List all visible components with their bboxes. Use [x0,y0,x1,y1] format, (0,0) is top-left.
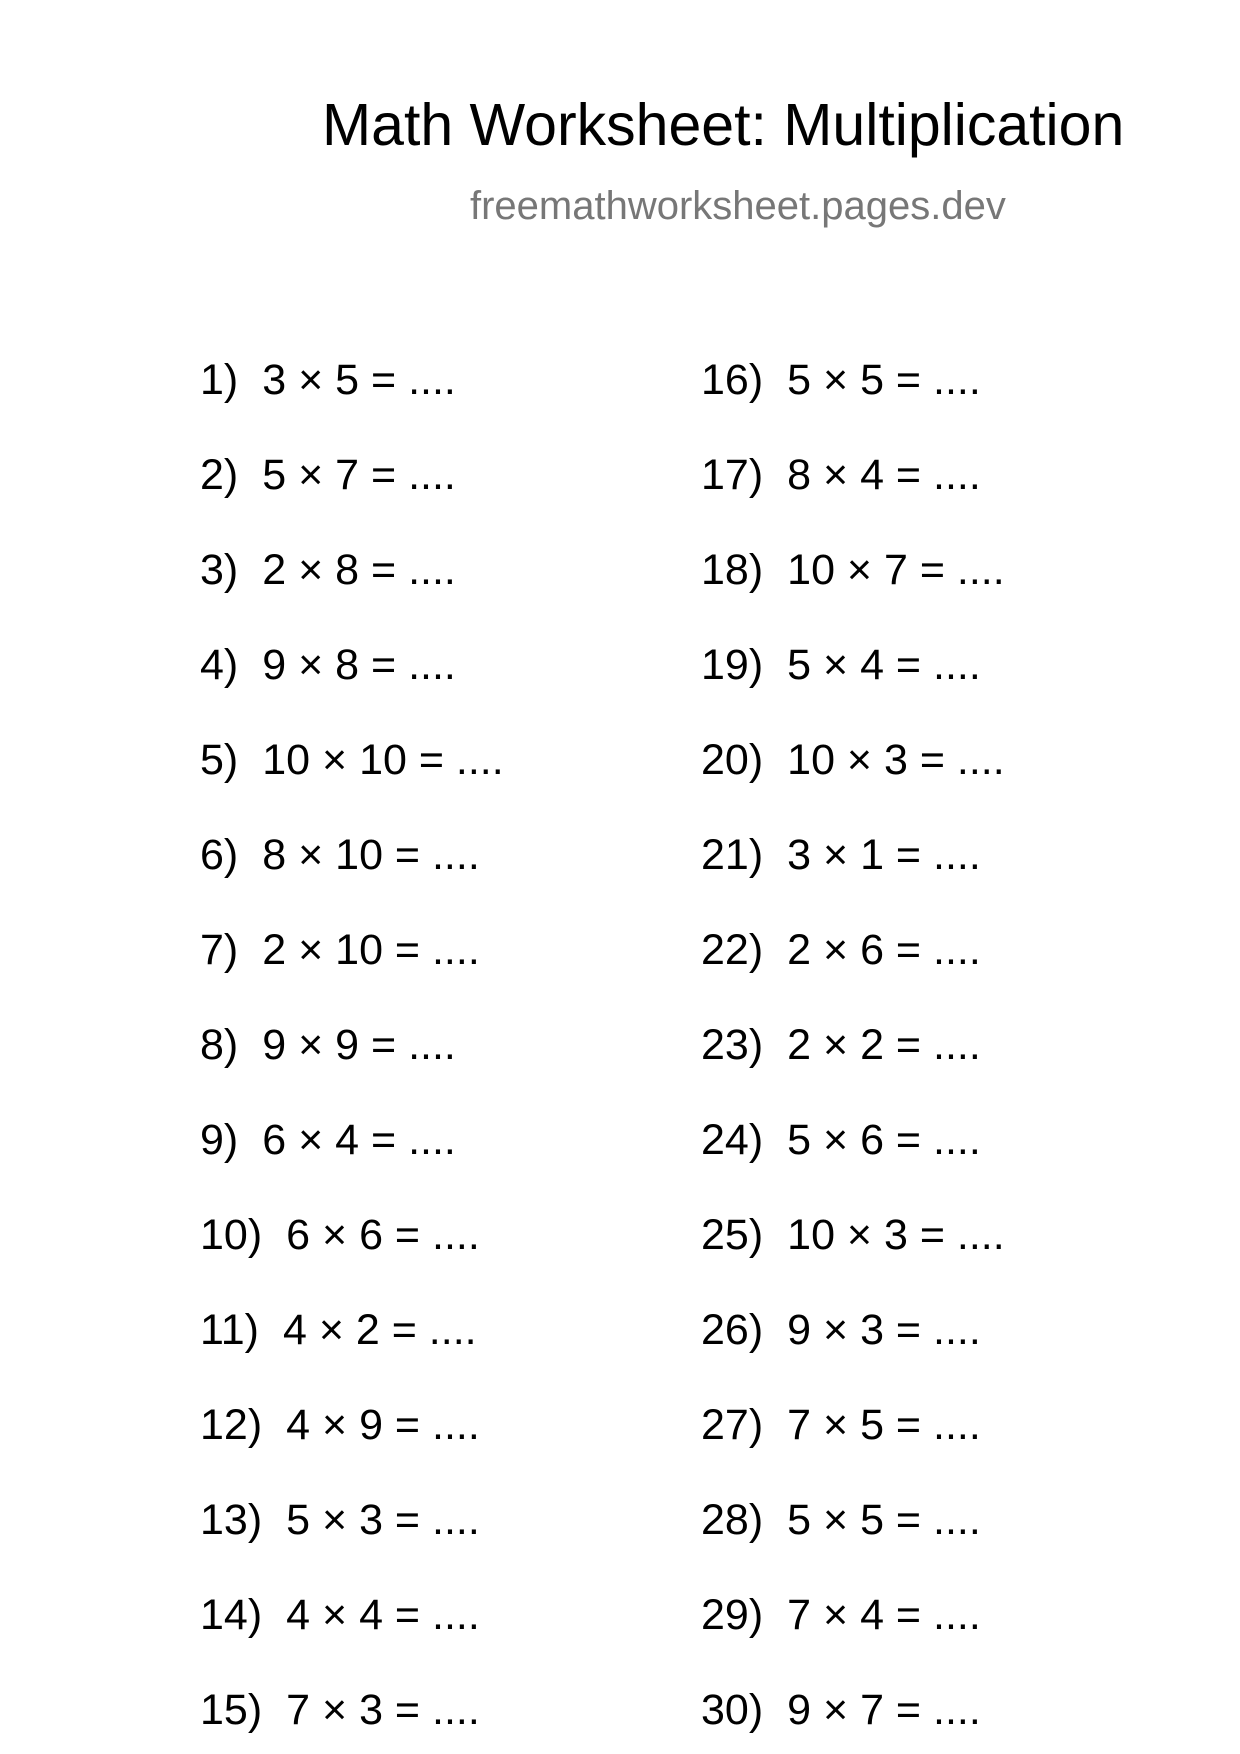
problem-expression: 2 × 10 = .... [262,926,480,974]
problem-expression: 8 × 10 = .... [262,831,480,879]
problem-expression: 5 × 3 = .... [286,1496,480,1544]
problem-expression: 9 × 7 = .... [787,1686,981,1734]
problem-expression: 2 × 2 = .... [787,1021,981,1069]
problem-number: 19) [701,641,764,689]
problem-expression: 10 × 7 = .... [787,546,1005,594]
problem-number: 4) [200,641,239,689]
problem-expression: 10 × 3 = .... [787,736,1005,784]
problem-item [200,445,456,505]
problem-number: 28) [701,1496,764,1544]
problem-number: 23) [701,1021,764,1069]
problem-number: 8) [200,1021,239,1069]
page-title: Math Worksheet: Multiplication [322,92,1125,158]
problem-item [200,1300,477,1360]
problem-item [200,730,504,790]
problem-expression: 7 × 5 = .... [787,1401,981,1449]
problem-item [701,920,981,980]
page-subtitle: freemathworksheet.pages.dev [470,184,1006,228]
problem-number: 20) [701,736,764,784]
problem-expression: 9 × 9 = .... [262,1021,456,1069]
problem-item [200,635,456,695]
problem-item [701,825,981,885]
problem-item [701,1680,981,1740]
problem-item [701,1015,981,1075]
problem-item [200,1490,480,1550]
problem-number: 1) [200,356,239,404]
problem-expression: 5 × 5 = .... [787,356,981,404]
problem-item [701,1300,981,1360]
problem-item [701,540,1005,600]
problem-item [701,445,981,505]
problem-item [701,1110,981,1170]
problem-expression: 6 × 4 = .... [262,1116,456,1164]
problem-number: 17) [701,451,764,499]
problem-expression: 5 × 4 = .... [787,641,981,689]
problem-item [200,1110,456,1170]
problem-number: 9) [200,1116,239,1164]
problem-item [200,540,456,600]
problem-expression: 7 × 3 = .... [286,1686,480,1734]
problem-number: 15) [200,1686,263,1734]
problem-item [701,1395,981,1455]
problem-item [701,1490,981,1550]
problem-number: 22) [701,926,764,974]
problem-expression: 9 × 8 = .... [262,641,456,689]
problem-number: 18) [701,546,764,594]
problem-expression: 5 × 6 = .... [787,1116,981,1164]
problem-item [200,1680,480,1740]
problem-number: 30) [701,1686,764,1734]
problem-item [200,1395,480,1455]
problem-number: 16) [701,356,764,404]
problem-number: 11) [200,1306,259,1354]
problem-number: 13) [200,1496,263,1544]
problem-number: 6) [200,831,239,879]
problem-expression: 10 × 3 = .... [787,1211,1005,1259]
problem-expression: 2 × 8 = .... [262,546,456,594]
problem-expression: 6 × 6 = .... [286,1211,480,1259]
problem-expression: 8 × 4 = .... [787,451,981,499]
problem-expression: 2 × 6 = .... [787,926,981,974]
problem-number: 25) [701,1211,764,1259]
problem-number: 7) [200,926,239,974]
problem-expression: 3 × 1 = .... [787,831,981,879]
problem-item [200,825,480,885]
problem-item [200,1015,456,1075]
problem-expression: 9 × 3 = .... [787,1306,981,1354]
problem-expression: 4 × 9 = .... [286,1401,480,1449]
problem-item [200,1585,480,1645]
problem-number: 29) [701,1591,764,1639]
problem-number: 10) [200,1211,263,1259]
problem-item [701,1205,1005,1265]
problem-expression: 4 × 2 = .... [282,1306,477,1354]
problem-item [200,1205,480,1265]
problem-item [701,1585,981,1645]
problem-number: 5) [200,736,239,784]
problem-expression: 5 × 7 = .... [262,451,456,499]
problem-item [701,730,1005,790]
problem-expression: 4 × 4 = .... [286,1591,480,1639]
problem-number: 26) [701,1306,764,1354]
problem-number: 27) [701,1401,764,1449]
problem-number: 21) [701,831,764,879]
problem-number: 2) [200,451,239,499]
problem-expression: 10 × 10 = .... [262,736,504,784]
problem-number: 12) [200,1401,263,1449]
problem-item [200,350,456,410]
problem-item [701,635,981,695]
problem-expression: 5 × 5 = .... [787,1496,981,1544]
problem-number: 3) [200,546,239,594]
problem-expression: 7 × 4 = .... [787,1591,981,1639]
problem-number: 14) [200,1591,263,1639]
problem-number: 24) [701,1116,764,1164]
problem-item [200,920,480,980]
problem-item [701,350,981,410]
problem-expression: 3 × 5 = .... [262,356,456,404]
